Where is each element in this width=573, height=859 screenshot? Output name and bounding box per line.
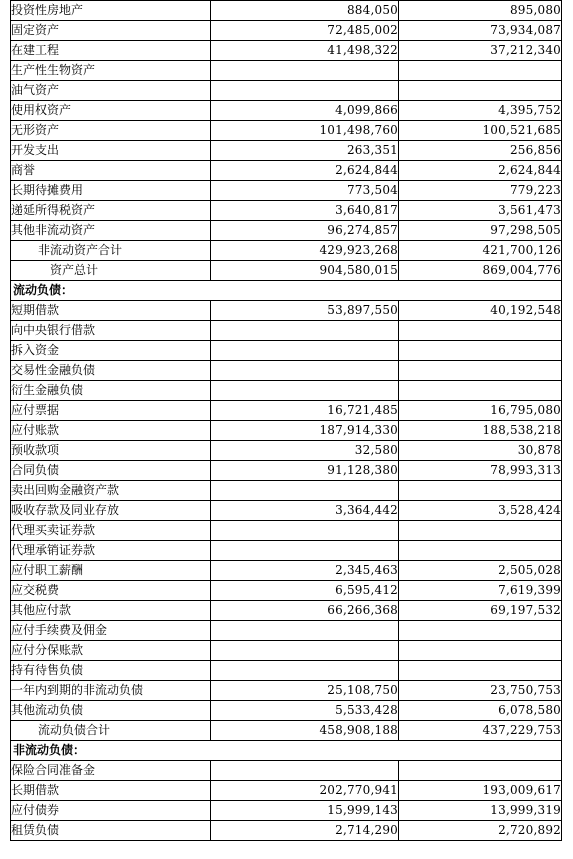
table-row <box>11 481 562 501</box>
table-row <box>11 1 562 21</box>
value-current-period <box>211 321 399 341</box>
row-label: 固定资产 <box>11 21 211 41</box>
value-prior-period <box>399 381 562 401</box>
row-label: 代理承销证券款 <box>11 541 211 561</box>
value-prior-period: 2,624,844 <box>399 161 562 181</box>
table-row <box>11 621 562 641</box>
section-header: 非流动负债： <box>11 741 562 761</box>
table-row <box>11 421 562 441</box>
value-current-period: 15,999,143 <box>211 801 399 821</box>
table-row <box>11 661 562 681</box>
value-current-period: 202,770,941 <box>211 781 399 801</box>
row-label: 无形资产 <box>11 121 211 141</box>
row-label: 保险合同准备金 <box>11 761 211 781</box>
row-label: 预收款项 <box>11 441 211 461</box>
value-prior-period: 30,878 <box>399 441 562 461</box>
table-row <box>11 541 562 561</box>
value-current-period <box>211 761 399 781</box>
section-header: 流动负债： <box>11 281 562 301</box>
row-label: 在建工程 <box>11 41 211 61</box>
table-row <box>11 221 562 241</box>
row-label: 其他应付款 <box>11 601 211 621</box>
table-row <box>11 681 562 701</box>
section-header-row <box>11 741 562 761</box>
table-row <box>11 801 562 821</box>
table-row <box>11 641 562 661</box>
row-label: 商誉 <box>11 161 211 181</box>
table-row <box>11 241 562 261</box>
table-row <box>11 761 562 781</box>
row-label: 应付分保账款 <box>11 641 211 661</box>
row-label: 应付职工薪酬 <box>11 561 211 581</box>
value-current-period <box>211 521 399 541</box>
table-row <box>11 461 562 481</box>
value-current-period: 6,595,412 <box>211 581 399 601</box>
row-label: 衍生金融负债 <box>11 381 211 401</box>
row-label: 持有待售负债 <box>11 661 211 681</box>
value-prior-period <box>399 641 562 661</box>
table-row <box>11 381 562 401</box>
value-current-period: 16,721,485 <box>211 401 399 421</box>
value-current-period <box>211 541 399 561</box>
row-label: 应付债券 <box>11 801 211 821</box>
table-row <box>11 101 562 121</box>
table-row <box>11 141 562 161</box>
value-prior-period <box>399 61 562 81</box>
value-prior-period <box>399 341 562 361</box>
table-row <box>11 401 562 421</box>
value-prior-period: 97,298,505 <box>399 221 562 241</box>
balance-sheet <box>10 0 561 841</box>
value-current-period <box>211 81 399 101</box>
table-row <box>11 81 562 101</box>
value-current-period <box>211 61 399 81</box>
table-row <box>11 721 562 741</box>
value-prior-period <box>399 661 562 681</box>
value-prior-period <box>399 81 562 101</box>
balance-sheet-table <box>10 0 562 841</box>
value-current-period: 2,714,290 <box>211 821 399 841</box>
value-current-period: 3,364,442 <box>211 501 399 521</box>
value-prior-period <box>399 321 562 341</box>
value-current-period: 187,914,330 <box>211 421 399 441</box>
value-prior-period: 37,212,340 <box>399 41 562 61</box>
table-row <box>11 821 562 841</box>
row-label: 应交税费 <box>11 581 211 601</box>
table-row <box>11 581 562 601</box>
value-current-period <box>211 481 399 501</box>
value-current-period: 41,498,322 <box>211 41 399 61</box>
value-prior-period: 188,538,218 <box>399 421 562 441</box>
table-row <box>11 121 562 141</box>
value-prior-period <box>399 481 562 501</box>
row-label: 向中央银行借款 <box>11 321 211 341</box>
table-row <box>11 601 562 621</box>
table-row <box>11 181 562 201</box>
row-label: 生产性生物资产 <box>11 61 211 81</box>
row-label: 合同负债 <box>11 461 211 481</box>
value-current-period: 72,485,002 <box>211 21 399 41</box>
table-row <box>11 361 562 381</box>
value-prior-period: 779,223 <box>399 181 562 201</box>
value-current-period <box>211 341 399 361</box>
row-label: 一年内到期的非流动负债 <box>11 681 211 701</box>
value-prior-period: 40,192,548 <box>399 301 562 321</box>
value-prior-period: 437,229,753 <box>399 721 562 741</box>
table-row <box>11 61 562 81</box>
value-prior-period: 421,700,126 <box>399 241 562 261</box>
row-label: 拆入资金 <box>11 341 211 361</box>
value-prior-period: 193,009,617 <box>399 781 562 801</box>
value-current-period <box>211 641 399 661</box>
value-current-period: 96,274,857 <box>211 221 399 241</box>
value-current-period: 25,108,750 <box>211 681 399 701</box>
row-label: 其他流动负债 <box>11 701 211 721</box>
row-label: 应付账款 <box>11 421 211 441</box>
value-current-period: 2,345,463 <box>211 561 399 581</box>
value-current-period: 904,580,015 <box>211 261 399 281</box>
value-current-period: 5,533,428 <box>211 701 399 721</box>
row-label: 交易性金融负债 <box>11 361 211 381</box>
value-prior-period: 3,561,473 <box>399 201 562 221</box>
value-prior-period: 13,999,319 <box>399 801 562 821</box>
row-label: 资产总计 <box>11 261 211 281</box>
row-label: 代理买卖证券款 <box>11 521 211 541</box>
table-body <box>11 1 562 841</box>
value-current-period: 3,640,817 <box>211 201 399 221</box>
value-prior-period: 3,528,424 <box>399 501 562 521</box>
section-header-row <box>11 281 562 301</box>
value-prior-period: 2,720,892 <box>399 821 562 841</box>
table-row <box>11 41 562 61</box>
value-current-period: 2,624,844 <box>211 161 399 181</box>
value-prior-period: 895,080 <box>399 1 562 21</box>
row-label: 长期借款 <box>11 781 211 801</box>
table-row <box>11 501 562 521</box>
value-prior-period <box>399 761 562 781</box>
value-prior-period: 16,795,080 <box>399 401 562 421</box>
value-prior-period <box>399 521 562 541</box>
value-prior-period: 256,856 <box>399 141 562 161</box>
row-label: 租赁负债 <box>11 821 211 841</box>
row-label: 应付票据 <box>11 401 211 421</box>
row-label: 长期待摊费用 <box>11 181 211 201</box>
table-row <box>11 341 562 361</box>
row-label: 卖出回购金融资产款 <box>11 481 211 501</box>
row-label: 其他非流动资产 <box>11 221 211 241</box>
row-label: 油气资产 <box>11 81 211 101</box>
table-row <box>11 201 562 221</box>
value-current-period: 66,266,368 <box>211 601 399 621</box>
row-label: 投资性房地产 <box>11 1 211 21</box>
value-current-period <box>211 361 399 381</box>
value-prior-period: 23,750,753 <box>399 681 562 701</box>
value-prior-period <box>399 361 562 381</box>
value-prior-period: 869,004,776 <box>399 261 562 281</box>
value-prior-period: 4,395,752 <box>399 101 562 121</box>
value-current-period: 773,504 <box>211 181 399 201</box>
table-row <box>11 701 562 721</box>
value-current-period: 429,923,268 <box>211 241 399 261</box>
value-current-period: 4,099,866 <box>211 101 399 121</box>
row-label: 非流动资产合计 <box>11 241 211 261</box>
value-prior-period <box>399 621 562 641</box>
row-label: 开发支出 <box>11 141 211 161</box>
row-label: 应付手续费及佣金 <box>11 621 211 641</box>
value-current-period <box>211 661 399 681</box>
value-current-period: 91,128,380 <box>211 461 399 481</box>
value-prior-period: 6,078,580 <box>399 701 562 721</box>
table-row <box>11 781 562 801</box>
value-prior-period: 100,521,685 <box>399 121 562 141</box>
table-row <box>11 261 562 281</box>
value-current-period: 53,897,550 <box>211 301 399 321</box>
table-row <box>11 521 562 541</box>
value-prior-period: 73,934,087 <box>399 21 562 41</box>
value-prior-period <box>399 541 562 561</box>
value-current-period: 458,908,188 <box>211 721 399 741</box>
row-label: 吸收存款及同业存放 <box>11 501 211 521</box>
value-current-period: 32,580 <box>211 441 399 461</box>
table-row <box>11 561 562 581</box>
table-row <box>11 161 562 181</box>
value-current-period: 884,050 <box>211 1 399 21</box>
row-label: 流动负债合计 <box>11 721 211 741</box>
value-prior-period: 69,197,532 <box>399 601 562 621</box>
row-label: 递延所得税资产 <box>11 201 211 221</box>
value-current-period: 263,351 <box>211 141 399 161</box>
value-current-period <box>211 621 399 641</box>
value-prior-period: 78,993,313 <box>399 461 562 481</box>
row-label: 使用权资产 <box>11 101 211 121</box>
value-prior-period: 2,505,028 <box>399 561 562 581</box>
value-prior-period: 7,619,399 <box>399 581 562 601</box>
value-current-period: 101,498,760 <box>211 121 399 141</box>
table-row <box>11 21 562 41</box>
table-row <box>11 441 562 461</box>
value-current-period <box>211 381 399 401</box>
table-row <box>11 321 562 341</box>
table-row <box>11 301 562 321</box>
row-label: 短期借款 <box>11 301 211 321</box>
